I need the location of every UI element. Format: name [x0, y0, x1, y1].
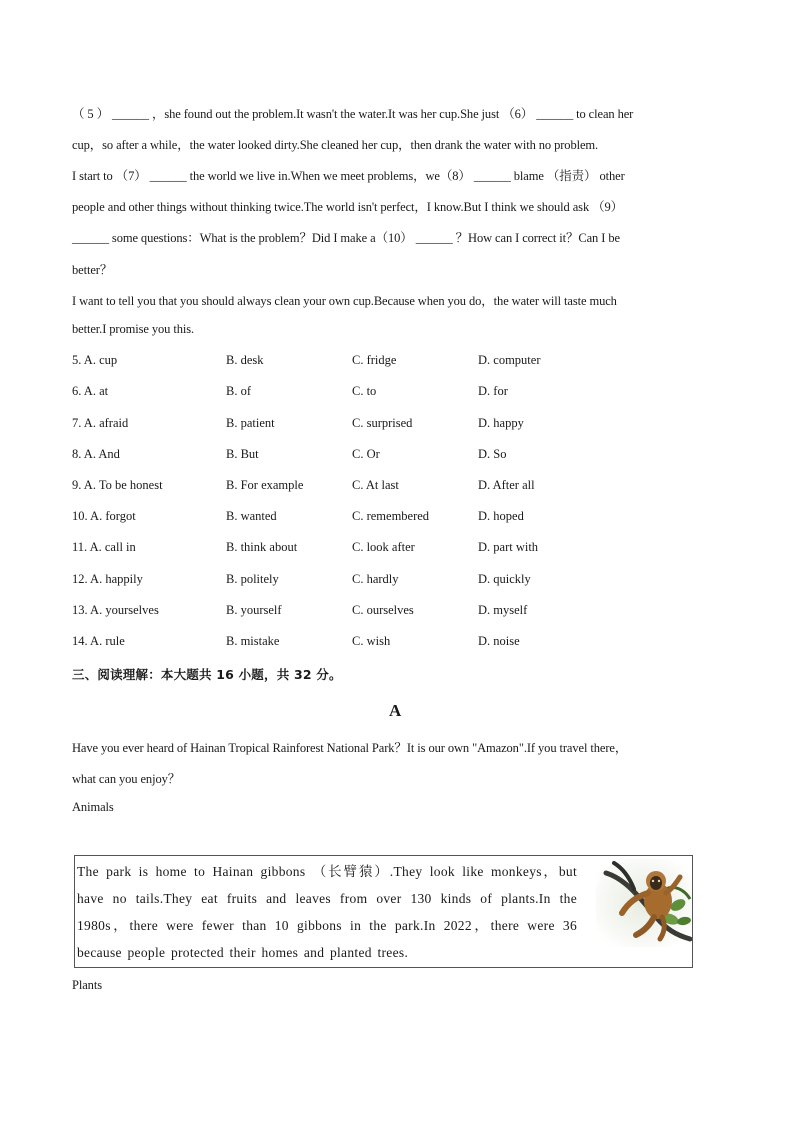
option-c: C. look after — [352, 540, 415, 554]
option-c: C. wish — [352, 634, 391, 648]
option-a-text: yourselves — [105, 603, 159, 617]
passage-line: people and other things without thinking twice.The world isn't perfect，I know.But I think we should ask （9） — [72, 200, 624, 214]
question-number: 7. A. — [72, 416, 96, 430]
option-d: D. After all — [478, 478, 535, 492]
option-a-text: at — [99, 384, 109, 398]
question-number: 6. A. — [72, 384, 96, 398]
question-number: 10. A. — [72, 509, 103, 523]
animals-info-text: The park is home to Hainan gibbons （长臂猿）.They look like monkeys，but have no tails.They eat fruits and leaves from over 130 kinds of plants.In the 1980s，there were fewer than 10 gibbons in the park.In 2022，there were 36 because people protected their homes and planted trees. — [77, 864, 577, 960]
option-d: D. computer — [478, 353, 541, 367]
question-number: 13. A. — [72, 603, 103, 617]
option-d: D. for — [478, 384, 508, 398]
question-number: 11. A. — [72, 540, 102, 554]
option-a — [72, 384, 108, 399]
option-c: C. Or — [352, 447, 380, 461]
option-b: B. But — [226, 447, 259, 461]
option-c: C. At last — [352, 478, 399, 492]
option-a — [72, 572, 143, 587]
option-d: D. quickly — [478, 572, 531, 586]
option-a-text: happily — [105, 572, 143, 586]
option-b: B. desk — [226, 353, 264, 367]
option-a — [72, 634, 125, 649]
option-c: C. remembered — [352, 509, 430, 523]
option-a — [72, 416, 128, 431]
option-a-text: To be honest — [98, 478, 163, 492]
question-number: 5. A. — [72, 353, 96, 367]
passage-line: I want to tell you that you should always clean your own cup.Because when you do，the water will taste much — [72, 294, 617, 308]
reading-intro-line: what can you enjoy？ — [72, 772, 181, 786]
gibbon-photo — [596, 859, 692, 947]
option-b: B. patient — [226, 416, 275, 430]
option-b: B. yourself — [226, 603, 282, 617]
passage-line: （ 5 ） ______ ，she found out the problem.It wasn't the water.It was her cup.She just （6） ______ to clean her — [72, 107, 634, 121]
option-c: C. fridge — [352, 353, 397, 367]
section-heading: 三、阅读理解：本大题共 16 小题，共 32 分。 — [72, 667, 342, 682]
option-a — [72, 447, 120, 462]
option-a-text: And — [98, 447, 120, 461]
option-a — [72, 509, 136, 524]
option-d: D. noise — [478, 634, 520, 648]
question-number: 12. A. — [72, 572, 103, 586]
option-c: C. ourselves — [352, 603, 414, 617]
question-number: 14. A. — [72, 634, 103, 648]
option-c: C. hardly — [352, 572, 399, 586]
option-a — [72, 540, 136, 555]
option-a — [72, 478, 163, 493]
option-c: C. to — [352, 384, 377, 398]
question-number: 9. A. — [72, 478, 96, 492]
option-a-text: forgot — [105, 509, 136, 523]
passage-line: ______ some questions：What is the problem？Did I make a（10） ______ ？How can I correct it？Can I be — [72, 231, 620, 245]
option-d: D. myself — [478, 603, 528, 617]
animals-label: Animals — [72, 800, 114, 814]
option-a-text: afraid — [99, 416, 129, 430]
option-b: B. wanted — [226, 509, 277, 523]
passage-line: better？ — [72, 263, 113, 277]
option-c: C. surprised — [352, 416, 413, 430]
option-b: B. think about — [226, 540, 298, 554]
option-b: B. mistake — [226, 634, 280, 648]
option-b: B. For example — [226, 478, 304, 492]
option-d: D. happy — [478, 416, 524, 430]
option-a — [72, 603, 159, 618]
passage-line: I start to （7） ______ the world we live in.When we meet problems，we（8） ______ blame （指责） other — [72, 169, 625, 183]
option-a-text: cup — [99, 353, 118, 367]
passage-line: cup，so after a while，the water looked dirty.She cleaned her cup，then drank the water with no problem. — [72, 138, 599, 152]
option-d: D. So — [478, 447, 507, 461]
option-d: D. hoped — [478, 509, 524, 523]
option-b: B. of — [226, 384, 251, 398]
reading-intro-line: Have you ever heard of Hainan Tropical Rainforest National Park？It is our own "Amazon".If you travel there， — [72, 741, 628, 755]
passage-line: better.I promise you this. — [72, 322, 195, 336]
option-b: B. politely — [226, 572, 279, 586]
option-a — [72, 353, 117, 368]
question-number: 8. A. — [72, 447, 96, 461]
option-a-text: call in — [104, 540, 136, 554]
option-a-text: rule — [105, 634, 125, 648]
option-d: D. part with — [478, 540, 539, 554]
plants-label: Plants — [72, 978, 102, 992]
passage-letter: A — [389, 701, 402, 720]
